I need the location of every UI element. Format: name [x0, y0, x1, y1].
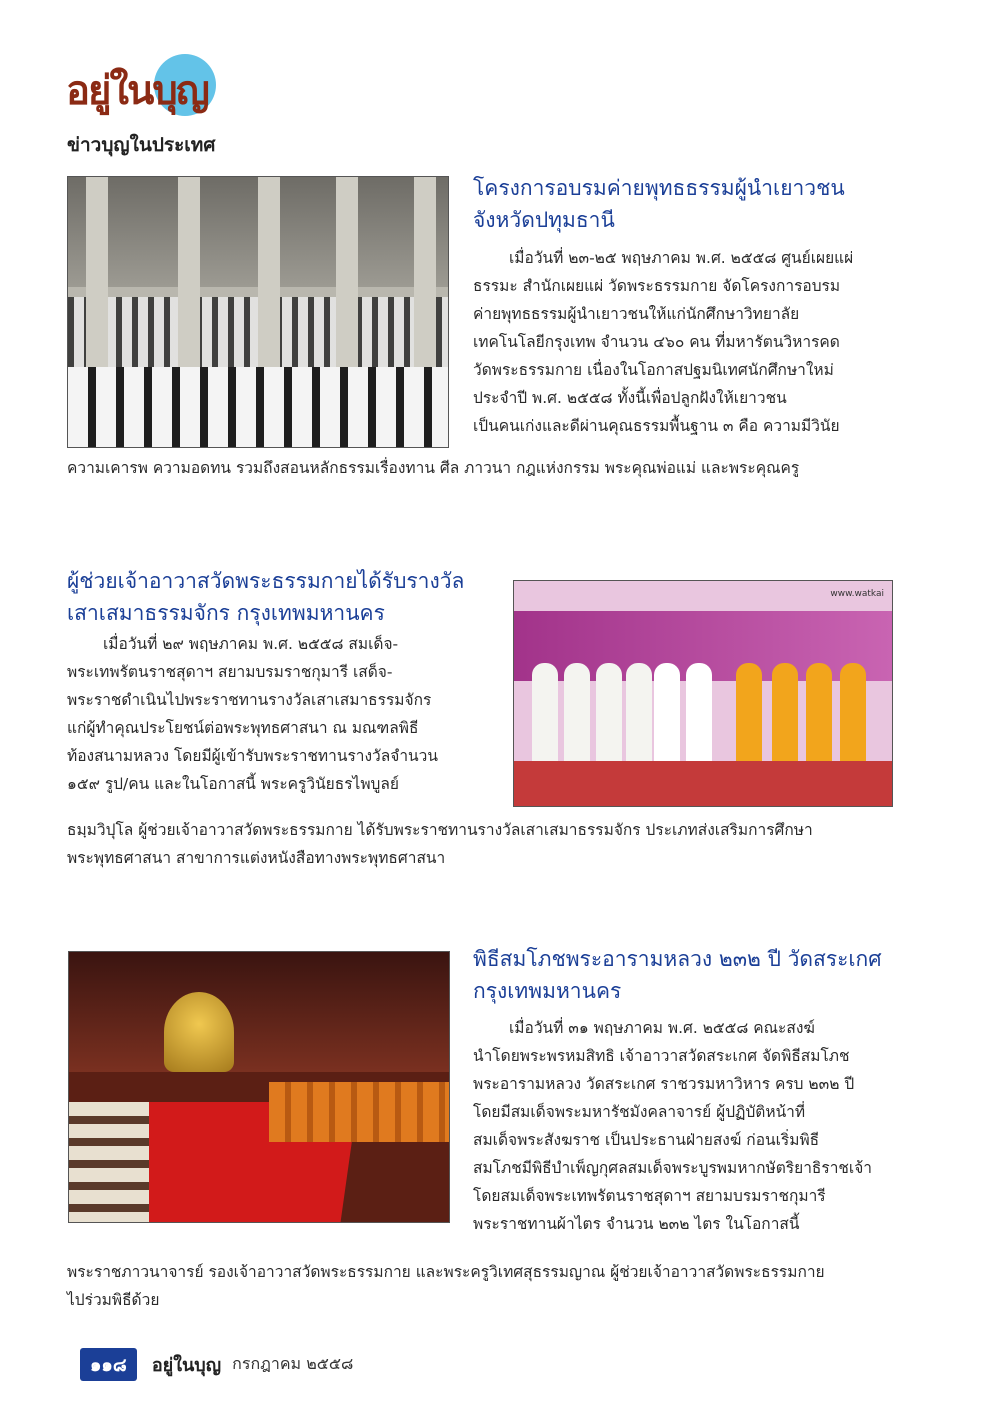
page-number-badge: ๑๑๘: [80, 1348, 137, 1381]
footer-issue-date: กรกฎาคม ๒๕๕๘: [232, 1354, 354, 1373]
article2-full-line: พระพุทธศาสนา สาขาการแต่งหนังสือทางพระพุทธศาสนา: [67, 849, 446, 867]
article1-line: ธรรมะ สำนักเผยแผ่ วัดพระธรรมกาย จัดโครงการอบรม: [473, 277, 841, 295]
article1-line: ค่ายพุทธธรรมผู้นำเยาวชนให้แก่นักศึกษาวิทยาลัย: [473, 305, 800, 323]
article3-full-text: [67, 1258, 895, 1314]
article1-line: ประจำปี พ.ศ. ๒๕๕๘ ทั้งนี้เพื่อปลูกฝังให้เยาวชน: [473, 389, 787, 407]
article3-photo: [68, 951, 450, 1223]
article1-line: เมื่อวันที่ ๒๓-๒๕ พฤษภาคม พ.ศ. ๒๕๕๘ ศูนย์เผยแผ่: [509, 249, 854, 267]
article2-line: แก่ผู้ทำคุณประโยชน์ต่อพระพุทธศาสนา ณ มณฑลพิธี: [67, 719, 419, 737]
article3-line: พระอารามหลวง วัดสระเกศ ราชวรมหาวิหาร ครบ ๒๓๒ ปี: [473, 1075, 855, 1093]
article1-line: วัดพระธรรมกาย เนื่องในโอกาสปฐมนิเทศนักศึกษาใหม่: [473, 361, 834, 379]
article1-photo: [67, 176, 449, 448]
article2-headline-line2: เสาเสมาธรรมจักร กรุงเทพมหานคร: [67, 601, 385, 625]
article2-headline: [67, 565, 497, 629]
section-label: ข่าวบุญในประเทศ: [67, 134, 216, 156]
article2-photo: [513, 580, 893, 807]
article1-column-text: [473, 244, 893, 440]
photo-banner-text: www.watkai: [830, 589, 884, 599]
article3-column-text: [473, 1014, 893, 1238]
article2-full-text: [67, 816, 895, 872]
logo-text: อยู่ในบุญ: [66, 67, 208, 114]
article3-line: โดยมีสมเด็จพระมหารัชมังคลาจารย์ ผู้ปฏิบัติหน้าที่: [473, 1103, 806, 1121]
article3-headline-line2: กรุงเทพมหานคร: [473, 979, 622, 1003]
article3-line: เมื่อวันที่ ๓๑ พฤษภาคม พ.ศ. ๒๕๕๘ คณะสงฆ์: [509, 1019, 815, 1037]
article3-full-line: ไปร่วมพิธีด้วย: [67, 1291, 160, 1309]
article1-line: เป็นคนเก่งและดีผ่านคุณธรรมพื้นฐาน ๓ คือ ความมีวินัย: [473, 417, 840, 435]
magazine-logo: [66, 48, 216, 126]
article1-headline: [473, 172, 893, 236]
article3-full-line: พระราชภาวนาจารย์ รองเจ้าอาวาสวัดพระธรรมกาย และพระครูวิเทศสุธรรมญาณ ผู้ช่วยเจ้าอาวาสวัดพระธรรมกาย: [67, 1263, 825, 1281]
article3-line: นำโดยพระพรหมสิทธิ เจ้าอาวาสวัดสระเกศ จัดพิธีสมโภช: [473, 1047, 850, 1065]
footer-magazine-name: อยู่ในบุญ: [151, 1355, 222, 1376]
article1-full-line: ความเคารพ ความอดทน รวมถึงสอนหลักธรรมเรื่องทาน ศีล ภาวนา กฎแห่งกรรม พระคุณพ่อแม่ และพระคุณครู: [67, 459, 800, 477]
article1-headline-line1: โครงการอบรมค่ายพุทธธรรมผู้นำเยาวชน: [473, 176, 845, 200]
article2-line: พระราชดำเนินไปพระราชทานรางวัลเสาเสมาธรรมจักร: [67, 691, 432, 709]
article2-line: พระเทพรัตนราชสุดาฯ สยามบรมราชกุมารี เสด็จ-: [67, 663, 393, 681]
article2-line: เมื่อวันที่ ๒๙ พฤษภาคม พ.ศ. ๒๕๕๘ สมเด็จ-: [103, 635, 399, 653]
article2-full-line: ธมฺมวิปุโล ผู้ช่วยเจ้าอาวาสวัดพระธรรมกาย ได้รับพระราชทานรางวัลเสาเสมาธรรมจักร ประเภทส่งเสริมการศึกษา: [67, 821, 813, 839]
article3-headline: [473, 943, 893, 1007]
article2-line: ๑๕๙ รูป/คน และในโอกาสนี้ พระครูวินัยธรไพบูลย์: [67, 775, 399, 793]
article1-full-text: [67, 454, 895, 482]
article2-headline-line1: ผู้ช่วยเจ้าอาวาสวัดพระธรรมกายได้รับรางวัล: [67, 569, 465, 593]
article1-headline-line2: จังหวัดปทุมธานี: [473, 208, 615, 232]
article1-line: เทคโนโลยีกรุงเทพ จำนวน ๔๖๐ คน ที่มหารัตนวิหารคด: [473, 333, 840, 351]
article3-line: พระราชทานผ้าไตร จำนวน ๒๓๒ ไตร ในโอกาสนี้: [473, 1215, 800, 1233]
article3-line: สมเด็จพระสังฆราช เป็นประธานฝ่ายสงฆ์ ก่อนเริ่มพิธี: [473, 1131, 820, 1149]
page-footer: [80, 1348, 353, 1374]
article3-line: สมโภชมีพิธีบำเพ็ญกุศลสมเด็จพระบูรพมหากษัตริยาธิราชเจ้า: [473, 1159, 873, 1177]
article2-line: ท้องสนามหลวง โดยมีผู้เข้ารับพระราชทานรางวัลจำนวน: [67, 747, 438, 765]
article2-column-text: [67, 630, 487, 798]
article3-line: โดยสมเด็จพระเทพรัตนราชสุดาฯ สยามบรมราชกุมารี: [473, 1187, 826, 1205]
article3-headline-line1: พิธีสมโภชพระอารามหลวง ๒๓๒ ปี วัดสระเกศ: [473, 947, 882, 971]
